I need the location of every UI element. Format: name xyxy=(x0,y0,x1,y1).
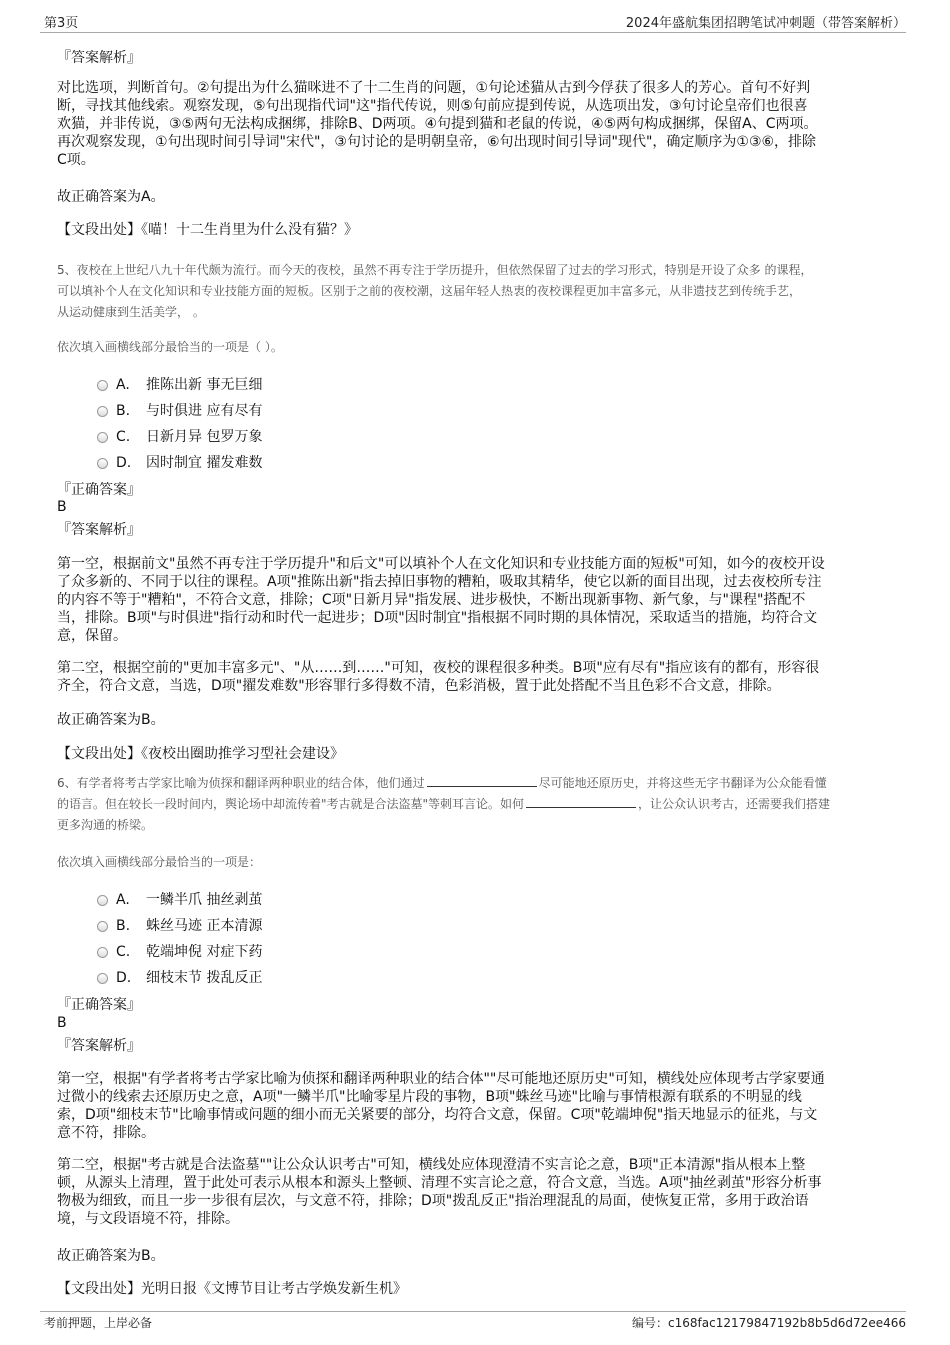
option-text: 一鳞半爪 抽丝剥茧 xyxy=(146,892,263,908)
option-text: 蛛丝马迹 正本清源 xyxy=(146,918,263,934)
text-line: 意不符，排除。 xyxy=(57,1125,155,1141)
analysis-text xyxy=(57,555,825,645)
option-text: 乾端坤倪 对症下药 xyxy=(146,944,263,960)
source: 【文段出处】《喵！十二生肖里为什么没有猫？》 xyxy=(57,222,358,238)
option-text: 日新月异 包罗万象 xyxy=(146,429,263,445)
conclusion: 故正确答案为B。 xyxy=(57,712,165,728)
text-line: 过微小的线索去还原历史之意，A项"一鳞半爪"比喻零星片段的事物，B项"蛛丝马迹"比喻与事情根源有联系的不明显的线 xyxy=(57,1089,802,1105)
question-text: 的语言。但在较长一段时间内，舆论场中却流传着"考古就是合法盗墓"等刺耳言论。如何 xyxy=(57,797,525,811)
question-text: ，让公众认识考古，还需要我们搭建 xyxy=(638,797,831,811)
blank-2 xyxy=(526,796,636,808)
text-line: 境，与文段语境不符，排除。 xyxy=(57,1211,239,1227)
option-letter: B. xyxy=(116,403,131,419)
text-line: 的内容不等于"糟粕"，不符合文意，排除；C项"日新月异"指发展、进步极快，不断出现新事物、新气象，与"课程"搭配不 xyxy=(57,592,806,608)
answer-value: B xyxy=(57,499,67,515)
option-a[interactable] xyxy=(97,889,262,909)
text-line: 从运动健康到生活美学， 。 xyxy=(57,305,205,319)
option-text: 细枝末节 拨乱反正 xyxy=(146,970,263,986)
conclusion: 故正确答案为B。 xyxy=(57,1248,165,1264)
question-5-text xyxy=(57,260,812,323)
radio-button[interactable] xyxy=(97,432,108,443)
answer-value: B xyxy=(57,1015,67,1031)
question-text: 更多沟通的桥梁。 xyxy=(57,818,154,832)
option-text: 因时制宜 擢发难数 xyxy=(146,455,263,471)
source: 【文段出处】《夜校出圈助推学习型社会建设》 xyxy=(57,746,344,762)
analysis-label: 『答案解析』 xyxy=(57,522,141,538)
option-c[interactable] xyxy=(97,426,262,446)
analysis-label: 『答案解析』 xyxy=(57,1038,141,1054)
analysis-text xyxy=(57,79,818,169)
answer-label: 『正确答案』 xyxy=(57,997,141,1013)
text-line: 再次观察发现，①句出现时间引导词"宋代"，③句讨论的是明朝皇帝，⑥句出现时间引导词"现代"，确定顺序为①③⑥，排除 xyxy=(57,134,817,150)
radio-button[interactable] xyxy=(97,380,108,391)
option-b[interactable] xyxy=(97,915,262,935)
conclusion: 故正确答案为A。 xyxy=(57,189,165,205)
footer-slogan: 考前押题，上岸必备 xyxy=(44,1316,153,1330)
option-letter: A. xyxy=(116,377,130,393)
text-line: 第一空，根据前文"虽然不再专注于学历提升"和后文"可以填补个人在文化知识和专业技能方面的短板"可知，如今的夜校开设 xyxy=(57,556,825,572)
option-d[interactable] xyxy=(97,452,262,472)
text-line: 断，寻找其他线索。观察发现，⑤句出现指代词"这"指代传说，则⑤句前应提到传说，从选项出发，③句讨论皇帝们也很喜 xyxy=(57,98,808,114)
text-line: 顿，从源头上清理，置于此处可表示从根本和源头上整顿、清理不实言论之意，符合文意，当选。A项"抽丝剥茧"形容分析事 xyxy=(57,1175,822,1191)
analysis-text xyxy=(57,659,819,695)
analysis-text xyxy=(57,1156,821,1228)
text-line: 可以填补个人在文化知识和专业技能方面的短板。区别于之前的夜校潮，这届年轻人热衷的夜校课程更加丰富多元，从非遗技艺到传统手艺， xyxy=(57,284,802,298)
text-line: 当，排除。B项"与时俱进"指行动和时代一起进步；D项"因时制宜"指根据不同时期的具体情况，采取适当的措施，均符合文 xyxy=(57,610,818,626)
option-letter: D. xyxy=(116,970,132,986)
radio-button[interactable] xyxy=(97,406,108,417)
option-letter: A. xyxy=(116,892,130,908)
radio-button[interactable] xyxy=(97,921,108,932)
text-line: 齐全，符合文意，当选，D项"擢发难数"形容罪行多得数不清，色彩消极，置于此处搭配不当且色彩不合文意，排除。 xyxy=(57,678,781,694)
option-letter: C. xyxy=(116,944,131,960)
option-letter: B. xyxy=(116,918,131,934)
text-line: 第二空，根据空前的"更加丰富多元"、"从……到……"可知，夜校的课程很多种类。B项"应有尽有"指应该有的都有，形容很 xyxy=(57,660,820,676)
text-line: 索，D项"细枝末节"比喻事情或问题的细小而无关紧要的部分，均符合文意，保留。C项"乾端坤倪"指天地显示的征兆，与文 xyxy=(57,1107,818,1123)
question-text: 6、有学者将考古学家比喻为侦探和翻译两种职业的结合体，他们通过 xyxy=(57,776,425,790)
source: 【文段出处】光明日报《文博节目让考古学焕发新生机》 xyxy=(57,1281,407,1297)
blank-1 xyxy=(427,775,537,787)
footer-divider xyxy=(40,1311,906,1312)
text-line: C项。 xyxy=(57,152,95,168)
page-number: 第3页 xyxy=(44,16,79,31)
option-a[interactable] xyxy=(97,374,262,394)
option-letter: D. xyxy=(116,455,132,471)
analysis-label: 『答案解析』 xyxy=(57,50,141,66)
option-b[interactable] xyxy=(97,400,262,420)
question-6-prompt: 依次填入画横线部分最恰当的一项是： xyxy=(57,855,262,869)
text-line: 意，保留。 xyxy=(57,628,127,644)
answer-label: 『正确答案』 xyxy=(57,482,141,498)
text-line: 5、夜校在上世纪八九十年代颇为流行。而今天的夜校，虽然不再专注于学历提升，但依然保留了过去的学习形式，特别是开设了众多 的课程， xyxy=(57,263,813,277)
text-line: 第一空，根据"有学者将考古学家比喻为侦探和翻译两种职业的结合体""尽可能地还原历史"可知，横线处应体现考古学家要通 xyxy=(57,1071,825,1087)
radio-button[interactable] xyxy=(97,458,108,469)
option-text: 推陈出新 事无巨细 xyxy=(146,377,263,393)
question-6-text xyxy=(57,773,830,836)
radio-button[interactable] xyxy=(97,973,108,984)
text-line: 对比选项，判断首句。②句提出为什么猫咪进不了十二生肖的问题，①句论述猫从古到今俘获了很多人的芳心。首句不好判 xyxy=(57,80,811,96)
option-text: 与时俱进 应有尽有 xyxy=(146,403,263,419)
header-divider xyxy=(40,32,906,33)
document-title: 2024年盛航集团招聘笔试冲刺题（带答案解析） xyxy=(625,16,906,31)
document-id: 编号：c168fac12179847192b8b5d6d72ee466 xyxy=(632,1316,906,1330)
text-line: 了众多新的、不同于以往的课程。A项"推陈出新"指去掉旧事物的糟粕，吸取其精华，使它以新的面目出现，过去夜校所专注 xyxy=(57,574,822,590)
question-5-prompt: 依次填入画横线部分最恰当的一项是（ ）。 xyxy=(57,340,283,354)
option-letter: C. xyxy=(116,429,131,445)
question-text: 尽可能地还原历史，并将这些无字书翻译为公众能看懂 xyxy=(538,776,827,790)
text-line: 欢猫，并非传说，③⑤两句无法构成捆绑，排除B、D两项。④句提到猫和老鼠的传说，④⑤两句构成捆绑，保留A、C两项。 xyxy=(57,116,818,132)
option-c[interactable] xyxy=(97,941,262,961)
radio-button[interactable] xyxy=(97,947,108,958)
radio-button[interactable] xyxy=(97,895,108,906)
analysis-text xyxy=(57,1070,825,1142)
text-line: 物极为细致，而且一步一步很有层次，与文意不符，排除；D项"拨乱反正"指治理混乱的局面，使恢复正常，多用于政治语 xyxy=(57,1193,809,1209)
text-line: 第二空，根据"考古就是合法盗墓""让公众认识考古"可知，横线处应体现澄清不实言论之意，B项"正本清源"指从根本上整 xyxy=(57,1157,806,1173)
option-d[interactable] xyxy=(97,967,262,987)
